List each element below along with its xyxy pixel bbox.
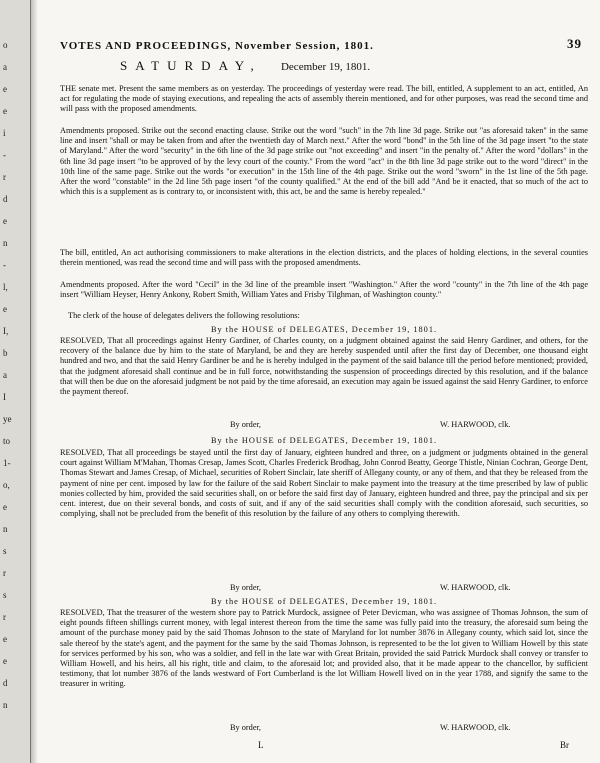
resolution-3-text: RESOLVED, That the treasurer of the western shore pay to Patrick Murdock, assignee of Peter Devicman, who was assignee of Thomas Johnson, the sum of eight pounds fifteen shillings current money, with legal interest thereon from the time the same was fully paid into the treasury, the aforesaid sum being the amount of the purchase money paid by the said Thomas Johnson to the state of Maryland for lot number 3876 in Allegany county, which said lot, since the sale thereof by the state's agent, and the payment for the same by the said Thomas Johnson, is represented to be the lot given to William Howell by this state for services performed by his son, who was a soldier, and fell in the late war with Great Britain, provided the said Patrick Murdock shall convey or transfer to William Howell, and his heirs, all his right, title and claim, to the aforesaid lot; and provided also, that it be made appear to the chancellor, by sufficient testimony, that lot number 3876 of the lands westward of Fort Cumberland is the lot William Howell lived on in the year 1788, and signify the same to the treasurer in writing. [60,608,588,689]
catchword: Br [560,740,569,750]
facing-page-fragment: I, [3,326,9,336]
facing-page-fragment: s [3,590,7,600]
facing-page-fragment: e [3,656,7,666]
facing-page-fragment: ye [3,414,12,424]
resolution-1-text: RESOLVED, That all proceedings against Henry Gardiner, of Charles county, on a judgment obtained against the said Henry Gardiner, and others, for the recovery of the balance due by him to the state of Maryland, be and they are hereby suspended until after the first day of December, one thousand eight hundred and two, and that the said Henry Gardiner be and he is hereby indulged in the payment of the said balance till the period before mentioned; provided, that the judgment aforesaid shall continue and be in full force, notwithstanding the suspension of proceedings directed by this resolution, and if the balance that will then be due on the aforesaid judgment be not paid by the time aforesaid, an execution may again be issued against the said Henry Gardiner, to enforce the payment thereof. [60,336,588,397]
header-title: VOTES AND PROCEEDINGS, November Session, 1801. [60,40,374,52]
facing-page-fragment: n [3,524,8,534]
facing-page-fragment: d [3,194,8,204]
facing-page-fragment: n [3,700,8,710]
facing-page-fragment: l, [3,282,8,292]
facing-page-fragment: r [3,172,6,182]
paragraph-clerk-delivers: The clerk of the house of delegates delivers the following resolutions: [68,311,300,320]
paragraph-election-bill: The bill, entitled, An act authorising commissioners to make alterations in the election districts, and the places of holding elections, in the several counties therein mentioned, was read the second time and will pass with the proposed amendments. [60,248,588,268]
day-heading [120,58,550,74]
facing-page-fragment: i [3,128,6,138]
facing-page-fragment: s [3,546,7,556]
resolution-2-heading: By the HOUSE of DELEGATES, December 19, 1801. [210,436,438,445]
resolution-2-text: RESOLVED, That all proceedings be stayed until the first day of January, eighteen hundred and three, on a judgment or judgments obtained in the general court against William M'Mahan, Thomas Cresap, James Scott, Charles Frederick Brodhag, John Conrod Beatty, George Thistle, Ninian Cochran, George Dent, Thomas Stewart and James Cresap, of Michael, securities of Robert Sinclair, late sheriff of Allegany county, or any of them, and that they be released from the payment of nine per cent. imposed by law for the failure of the said Robert Sinclair to make payment into the treasury at the time prescribed by law of public monies collected by him, provided the said securities shall, on or before the said first day of January, eighteen hundred and three, pay the principal and six per cent. interest, due on their several bonds, and costs of suit, and if any of the said securities shall comply with the condition aforesaid, such securities, so complying, shall not be precluded from the benefit of this resolution by the failure of any others to complying therewith. [60,448,588,519]
resolution-2-signature: W. HARWOOD, clk. [440,583,511,592]
resolution-3-heading: By the HOUSE of DELEGATES, December 19, 1801. [210,597,438,606]
facing-page-fragment: a [3,62,7,72]
facing-page-fragment: e [3,304,7,314]
resolution-3-by-order: By order, [230,723,262,732]
facing-page-fragment: o, [3,480,10,490]
facing-page-fragment: d [3,678,8,688]
facing-page-fragment: to [3,436,11,446]
paragraph-amendments-1: Amendments proposed. Strike out the second enacting clause. Strike out the word "such" in the 7th line 3d page. Strike out "as aforesaid taken" in the same line and insert "shall or may be taken from and after the twentieth day of March next." After the word "bond" in the 5th line of the 3d page insert "to the state of Maryland." After the word "security" in the 6th line of the 3d page strike out "not exceeding" and insert "in the penalty of." After the word "dollars" in the 6th line 3d page insert "to be approved of by the levy court of the county." From the word "act" in the 8th line 3d page strike out to the word "direct" in the 10th line of the same page. Strike out the words "or execution" in the 15th line of the 4th page. Strike out the word "sworn" in the 1st line of the 5th page. After the word "constable" in the 2d line 5th page insert "of the county qualified." At the end of the bill add "And be it enacted, that so much of the act to which this is a supplement as is contrary to, or inconsistent with, this act, be and the same is hereby repealed." [60,126,588,197]
resolution-3-signature: W. HARWOOD, clk. [440,723,511,732]
facing-page-fragment: e [3,106,7,116]
facing-page-fragment: e [3,216,7,226]
facing-page-fragment: o [3,40,8,50]
signature-mark: L [258,740,264,750]
facing-page-fragment: n [3,238,8,248]
resolution-1-heading: By the HOUSE of DELEGATES, December 19, 1801. [210,325,438,334]
facing-page-fragment: e [3,502,7,512]
resolution-1-signature: W. HARWOOD, clk. [440,420,511,429]
resolution-2-by-order: By order, [230,583,262,592]
facing-page-fragment: r [3,612,6,622]
facing-page-fragment: I [3,392,6,402]
facing-page-fragment: b [3,348,8,358]
facing-page-fragment: r [3,568,6,578]
binding-shadow [30,0,38,763]
facing-page-fragment: e [3,634,7,644]
facing-page-fragment: a [3,370,7,380]
adjacent-page-edge [0,0,31,763]
facing-page-fragment: e [3,84,7,94]
paragraph-senate-met: THE senate met. Present the same members as on yesterday. The proceedings of yesterday were read. The bill, entitled, A supplement to an act, entitled, An act for regulating the mode of staying executions, and repealing the acts of assembly therein mentioned, and for other purposes, was read the second time and will pass with the proposed amendments. [60,84,588,114]
facing-page-fragment: - [3,260,6,270]
facing-page-fragment: 1- [3,458,11,468]
resolution-1-by-order: By order, [230,420,262,429]
page-number: 39 [567,36,582,51]
day-date: December 19, 1801. [280,61,371,73]
facing-page-fragment: - [3,150,6,160]
day-name: SATURDAY, [120,58,262,73]
paragraph-amendments-2: Amendments proposed. After the word "Cecil" in the 3d line of the preamble insert "Washington." After the word "county" in the 7th line of the 4th page insert "William Heyser, Henry Ankony, Robert Smith, William Yates and Frisby Tilghman, of Washington county." [60,280,588,300]
